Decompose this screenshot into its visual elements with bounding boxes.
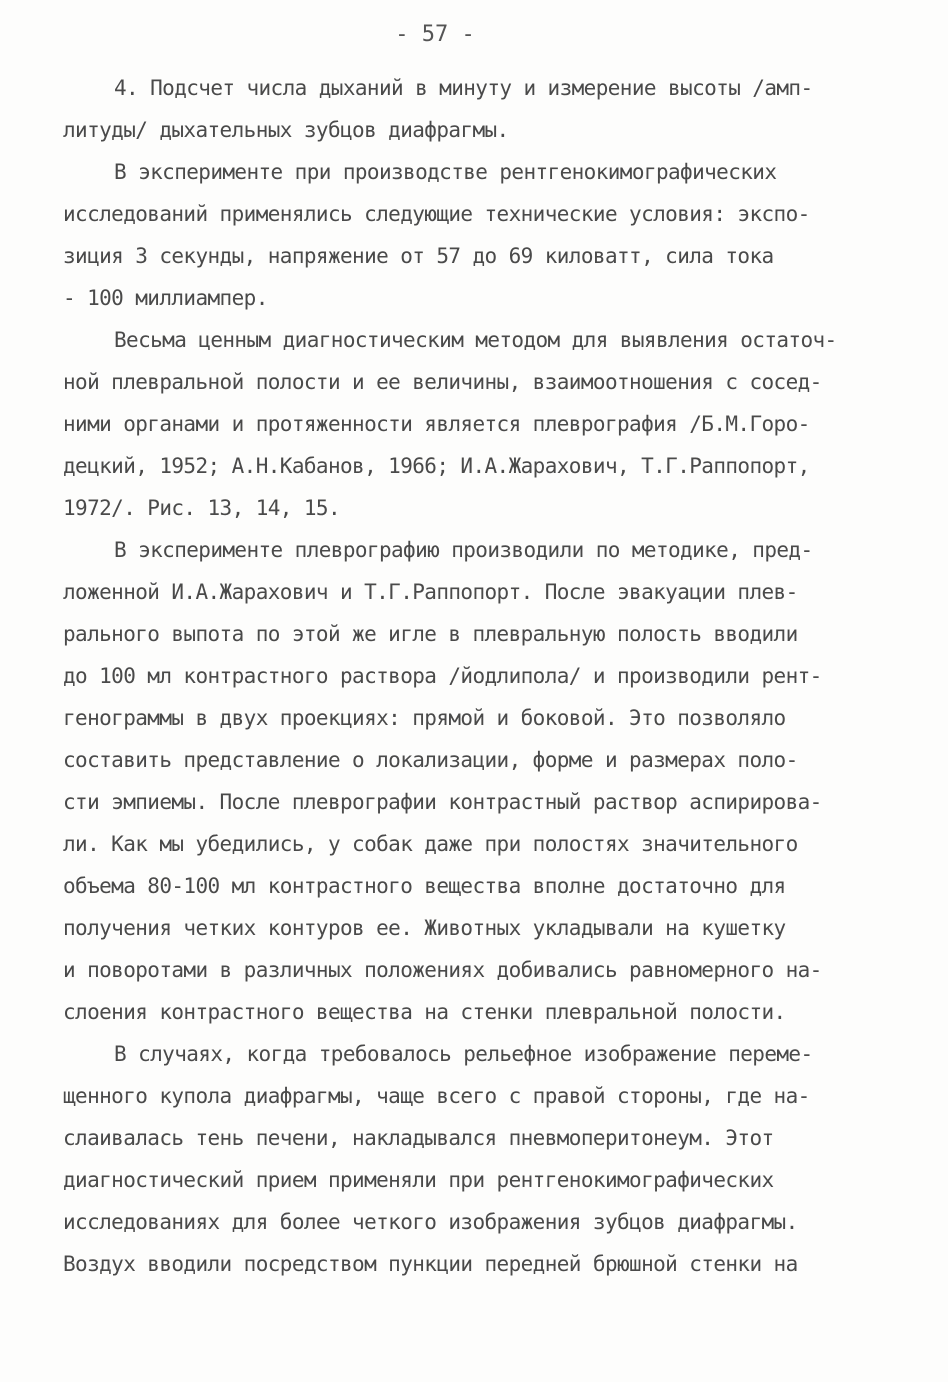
text-line: 1972/. Рис. 13, 14, 15.	[63, 496, 340, 520]
text-line: ложенной И.А.Жарахович и Т.Г.Раппопорт. После эвакуации плев-	[63, 580, 798, 604]
text-line: рального выпота по этой же игле в плевральную полость вводили	[63, 622, 798, 646]
text-line: составить представление о локализации, форме и размерах поло-	[63, 748, 798, 772]
text-line: исследованиях для более четкого изображения зубцов диафрагмы.	[63, 1210, 798, 1234]
text-line: Воздух вводили посредством пункции передней брюшной стенки на	[63, 1252, 798, 1276]
text-line: В случаях, когда требовалось рельефное изображение переме-	[114, 1042, 813, 1066]
text-line: получения четких контуров ее. Животных укладывали на кушетку	[63, 916, 786, 940]
text-line: сти эмпиемы. После плеврографии контрастный раствор аспирирова-	[63, 790, 822, 814]
text-line: 4. Подсчет числа дыханий в минуту и измерение высоты /амп-	[114, 76, 813, 100]
text-line: щенного купола диафрагмы, чаще всего с правой стороны, где на-	[63, 1084, 810, 1108]
text-line: ли. Как мы убедились, у собак даже при полостях значительного	[63, 832, 798, 856]
text-line: ними органами и протяженности является плеврография /Б.М.Горо-	[63, 412, 810, 436]
text-line: до 100 мл контрастного раствора /йодлипола/ и производили рент-	[63, 664, 822, 688]
text-line: исследований применялись следующие технические условия: экспо-	[63, 202, 810, 226]
text-line: В эксперименте при производстве рентгенокимографических	[114, 160, 777, 184]
text-line: слоения контрастного вещества на стенки плевральной полости.	[63, 1000, 786, 1024]
text-line: и поворотами в различных положениях добивались равномерного на-	[63, 958, 822, 982]
text-line: генограммы в двух проекциях: прямой и боковой. Это позволяло	[63, 706, 786, 730]
text-line: слаивалась тень печени, накладывался пневмоперитонеум. Этот	[63, 1126, 774, 1150]
text-line: ной плевральной полости и ее величины, взаимоотношения с сосед-	[63, 370, 822, 394]
text-line: В эксперименте плеврографию производили по методике, пред-	[114, 538, 813, 562]
text-line: - 100 миллиампер.	[63, 286, 268, 310]
text-line: литуды/ дыхательных зубцов диафрагмы.	[63, 118, 509, 142]
text-line: зиция 3 секунды, напряжение от 57 до 69 киловатт, сила тока	[63, 244, 774, 268]
text-line: Весьма ценным диагностическим методом для выявления остаточ-	[114, 328, 837, 352]
text-line: объема 80-100 мл контрастного вещества вполне достаточно для	[63, 874, 786, 898]
text-line: децкий, 1952; А.Н.Кабанов, 1966; И.А.Жарахович, Т.Г.Раппопорт,	[63, 454, 810, 478]
text-line: диагностический прием применяли при рентгенокимографических	[63, 1168, 774, 1192]
page-number: - 57 -	[395, 22, 475, 47]
